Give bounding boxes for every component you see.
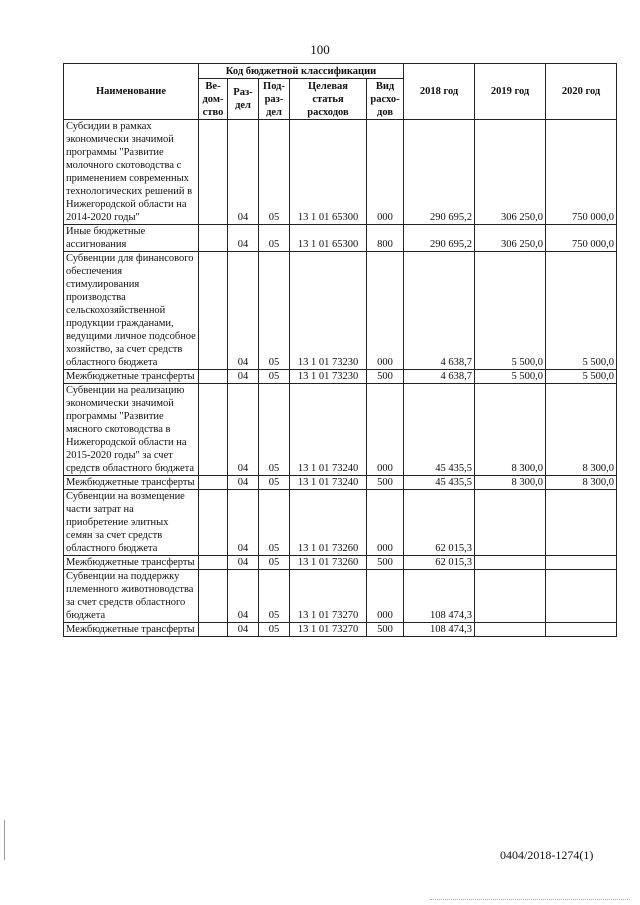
vid-rashodov-cell: 000 xyxy=(367,120,404,225)
table-row xyxy=(64,476,617,490)
vid-rashodov-cell: 000 xyxy=(367,490,404,556)
row-name: Межбюджетные трансферты xyxy=(64,556,199,570)
razdel-cell: 04 xyxy=(228,490,259,556)
podrazdel-cell: 05 xyxy=(259,570,290,623)
row-name: Субвенции на реализацию экономически значимой программы "Развитие мясного скотоводства в Нижегородской области на 2015-2020 годы" за счет средств областного бюджета xyxy=(64,384,199,476)
amount-2020-cell: 750 000,0 xyxy=(546,120,617,225)
vedomstvo-cell xyxy=(199,225,228,252)
bottom-divider xyxy=(430,899,630,900)
vid-rashodov-cell: 500 xyxy=(367,556,404,570)
row-name: Межбюджетные трансферты xyxy=(64,476,199,490)
vedomstvo-cell xyxy=(199,370,228,384)
header-razdel: Раз-дел xyxy=(228,79,259,120)
celevaya-statya-cell: 13 1 01 73240 xyxy=(290,384,367,476)
amount-2020-cell: 5 500,0 xyxy=(546,370,617,384)
vedomstvo-cell xyxy=(199,252,228,370)
celevaya-statya-cell: 13 1 01 73260 xyxy=(290,490,367,556)
podrazdel-cell: 05 xyxy=(259,623,290,637)
vid-rashodov-cell: 800 xyxy=(367,225,404,252)
header-podrazdel: Под-раз-дел xyxy=(259,79,290,120)
vid-rashodov-cell: 000 xyxy=(367,384,404,476)
table-body xyxy=(64,120,617,637)
amount-2018-cell: 45 435,5 xyxy=(404,384,475,476)
razdel-cell: 04 xyxy=(228,252,259,370)
amount-2020-cell xyxy=(546,570,617,623)
vid-rashodov-cell: 500 xyxy=(367,370,404,384)
amount-2018-cell: 4 638,7 xyxy=(404,252,475,370)
amount-2019-cell xyxy=(475,570,546,623)
razdel-cell: 04 xyxy=(228,476,259,490)
header-2019: 2019 год xyxy=(475,64,546,120)
amount-2018-cell: 290 695,2 xyxy=(404,120,475,225)
amount-2020-cell xyxy=(546,556,617,570)
amount-2020-cell xyxy=(546,623,617,637)
row-name: Субвенции для финансового обеспечения стимулирования производства сельскохозяйственной продукции гражданами, ведущими личное подсобное хозяйство, за счет средств областного бюджета xyxy=(64,252,199,370)
table-row xyxy=(64,252,617,370)
amount-2019-cell: 8 300,0 xyxy=(475,384,546,476)
celevaya-statya-cell: 13 1 01 65300 xyxy=(290,225,367,252)
vid-rashodov-cell: 500 xyxy=(367,623,404,637)
row-name: Межбюджетные трансферты xyxy=(64,370,199,384)
header-2020: 2020 год xyxy=(546,64,617,120)
table-row xyxy=(64,120,617,225)
razdel-cell: 04 xyxy=(228,623,259,637)
margin-mark xyxy=(4,820,5,860)
vid-rashodov-cell: 500 xyxy=(367,476,404,490)
vedomstvo-cell xyxy=(199,623,228,637)
amount-2018-cell: 108 474,3 xyxy=(404,623,475,637)
podrazdel-cell: 05 xyxy=(259,120,290,225)
header-name: Наименование xyxy=(64,64,199,120)
amount-2018-cell: 45 435,5 xyxy=(404,476,475,490)
table-row xyxy=(64,556,617,570)
row-name: Межбюджетные трансферты xyxy=(64,623,199,637)
razdel-cell: 04 xyxy=(228,570,259,623)
podrazdel-cell: 05 xyxy=(259,490,290,556)
amount-2020-cell: 5 500,0 xyxy=(546,252,617,370)
vedomstvo-cell xyxy=(199,570,228,623)
table-row xyxy=(64,570,617,623)
amount-2020-cell xyxy=(546,490,617,556)
podrazdel-cell: 05 xyxy=(259,556,290,570)
vedomstvo-cell xyxy=(199,556,228,570)
razdel-cell: 04 xyxy=(228,556,259,570)
amount-2019-cell: 306 250,0 xyxy=(475,120,546,225)
table-row xyxy=(64,370,617,384)
budget-table xyxy=(63,63,617,637)
amount-2020-cell: 8 300,0 xyxy=(546,476,617,490)
vedomstvo-cell xyxy=(199,490,228,556)
row-name: Иные бюджетные ассигнования xyxy=(64,225,199,252)
amount-2019-cell: 5 500,0 xyxy=(475,370,546,384)
celevaya-statya-cell: 13 1 01 65300 xyxy=(290,120,367,225)
podrazdel-cell: 05 xyxy=(259,370,290,384)
amount-2019-cell xyxy=(475,556,546,570)
celevaya-statya-cell: 13 1 01 73270 xyxy=(290,570,367,623)
podrazdel-cell: 05 xyxy=(259,384,290,476)
celevaya-statya-cell: 13 1 01 73270 xyxy=(290,623,367,637)
amount-2018-cell: 62 015,3 xyxy=(404,490,475,556)
table-row xyxy=(64,225,617,252)
row-name: Субвенции на возмещение части затрат на приобретение элитных семян за счет средств областного бюджета xyxy=(64,490,199,556)
amount-2018-cell: 290 695,2 xyxy=(404,225,475,252)
header-vid-rashodov: Вид расхо-дов xyxy=(367,79,404,120)
razdel-cell: 04 xyxy=(228,384,259,476)
razdel-cell: 04 xyxy=(228,370,259,384)
celevaya-statya-cell: 13 1 01 73230 xyxy=(290,370,367,384)
celevaya-statya-cell: 13 1 01 73260 xyxy=(290,556,367,570)
razdel-cell: 04 xyxy=(228,120,259,225)
razdel-cell: 04 xyxy=(228,225,259,252)
celevaya-statya-cell: 13 1 01 73240 xyxy=(290,476,367,490)
celevaya-statya-cell: 13 1 01 73230 xyxy=(290,252,367,370)
vid-rashodov-cell: 000 xyxy=(367,252,404,370)
table-row xyxy=(64,384,617,476)
header-celevaya-statya: Целевая статья расходов xyxy=(290,79,367,120)
table-row xyxy=(64,490,617,556)
podrazdel-cell: 05 xyxy=(259,476,290,490)
amount-2019-cell: 306 250,0 xyxy=(475,225,546,252)
podrazdel-cell: 05 xyxy=(259,225,290,252)
vid-rashodov-cell: 000 xyxy=(367,570,404,623)
document-code: 0404/2018-1274(1) xyxy=(500,848,594,862)
amount-2018-cell: 62 015,3 xyxy=(404,556,475,570)
amount-2019-cell: 5 500,0 xyxy=(475,252,546,370)
table-row xyxy=(64,623,617,637)
header-code-group: Код бюджетной классификации xyxy=(199,64,404,79)
amount-2019-cell xyxy=(475,623,546,637)
vedomstvo-cell xyxy=(199,384,228,476)
amount-2018-cell: 108 474,3 xyxy=(404,570,475,623)
amount-2020-cell: 8 300,0 xyxy=(546,384,617,476)
row-name: Субвенции на поддержку племенного животноводства за счет средств областного бюджета xyxy=(64,570,199,623)
row-name: Субсидии в рамках экономически значимой программы "Развитие молочного скотоводства с применением современных технологических решений в Нижегородской области на 2014-2020 годы" xyxy=(64,120,199,225)
amount-2019-cell xyxy=(475,490,546,556)
page-number: 100 xyxy=(310,42,330,57)
header-vedomstvo: Ве-дом-ство xyxy=(199,79,228,120)
vedomstvo-cell xyxy=(199,476,228,490)
header-2018: 2018 год xyxy=(404,64,475,120)
podrazdel-cell: 05 xyxy=(259,252,290,370)
vedomstvo-cell xyxy=(199,120,228,225)
amount-2019-cell: 8 300,0 xyxy=(475,476,546,490)
amount-2020-cell: 750 000,0 xyxy=(546,225,617,252)
amount-2018-cell: 4 638,7 xyxy=(404,370,475,384)
